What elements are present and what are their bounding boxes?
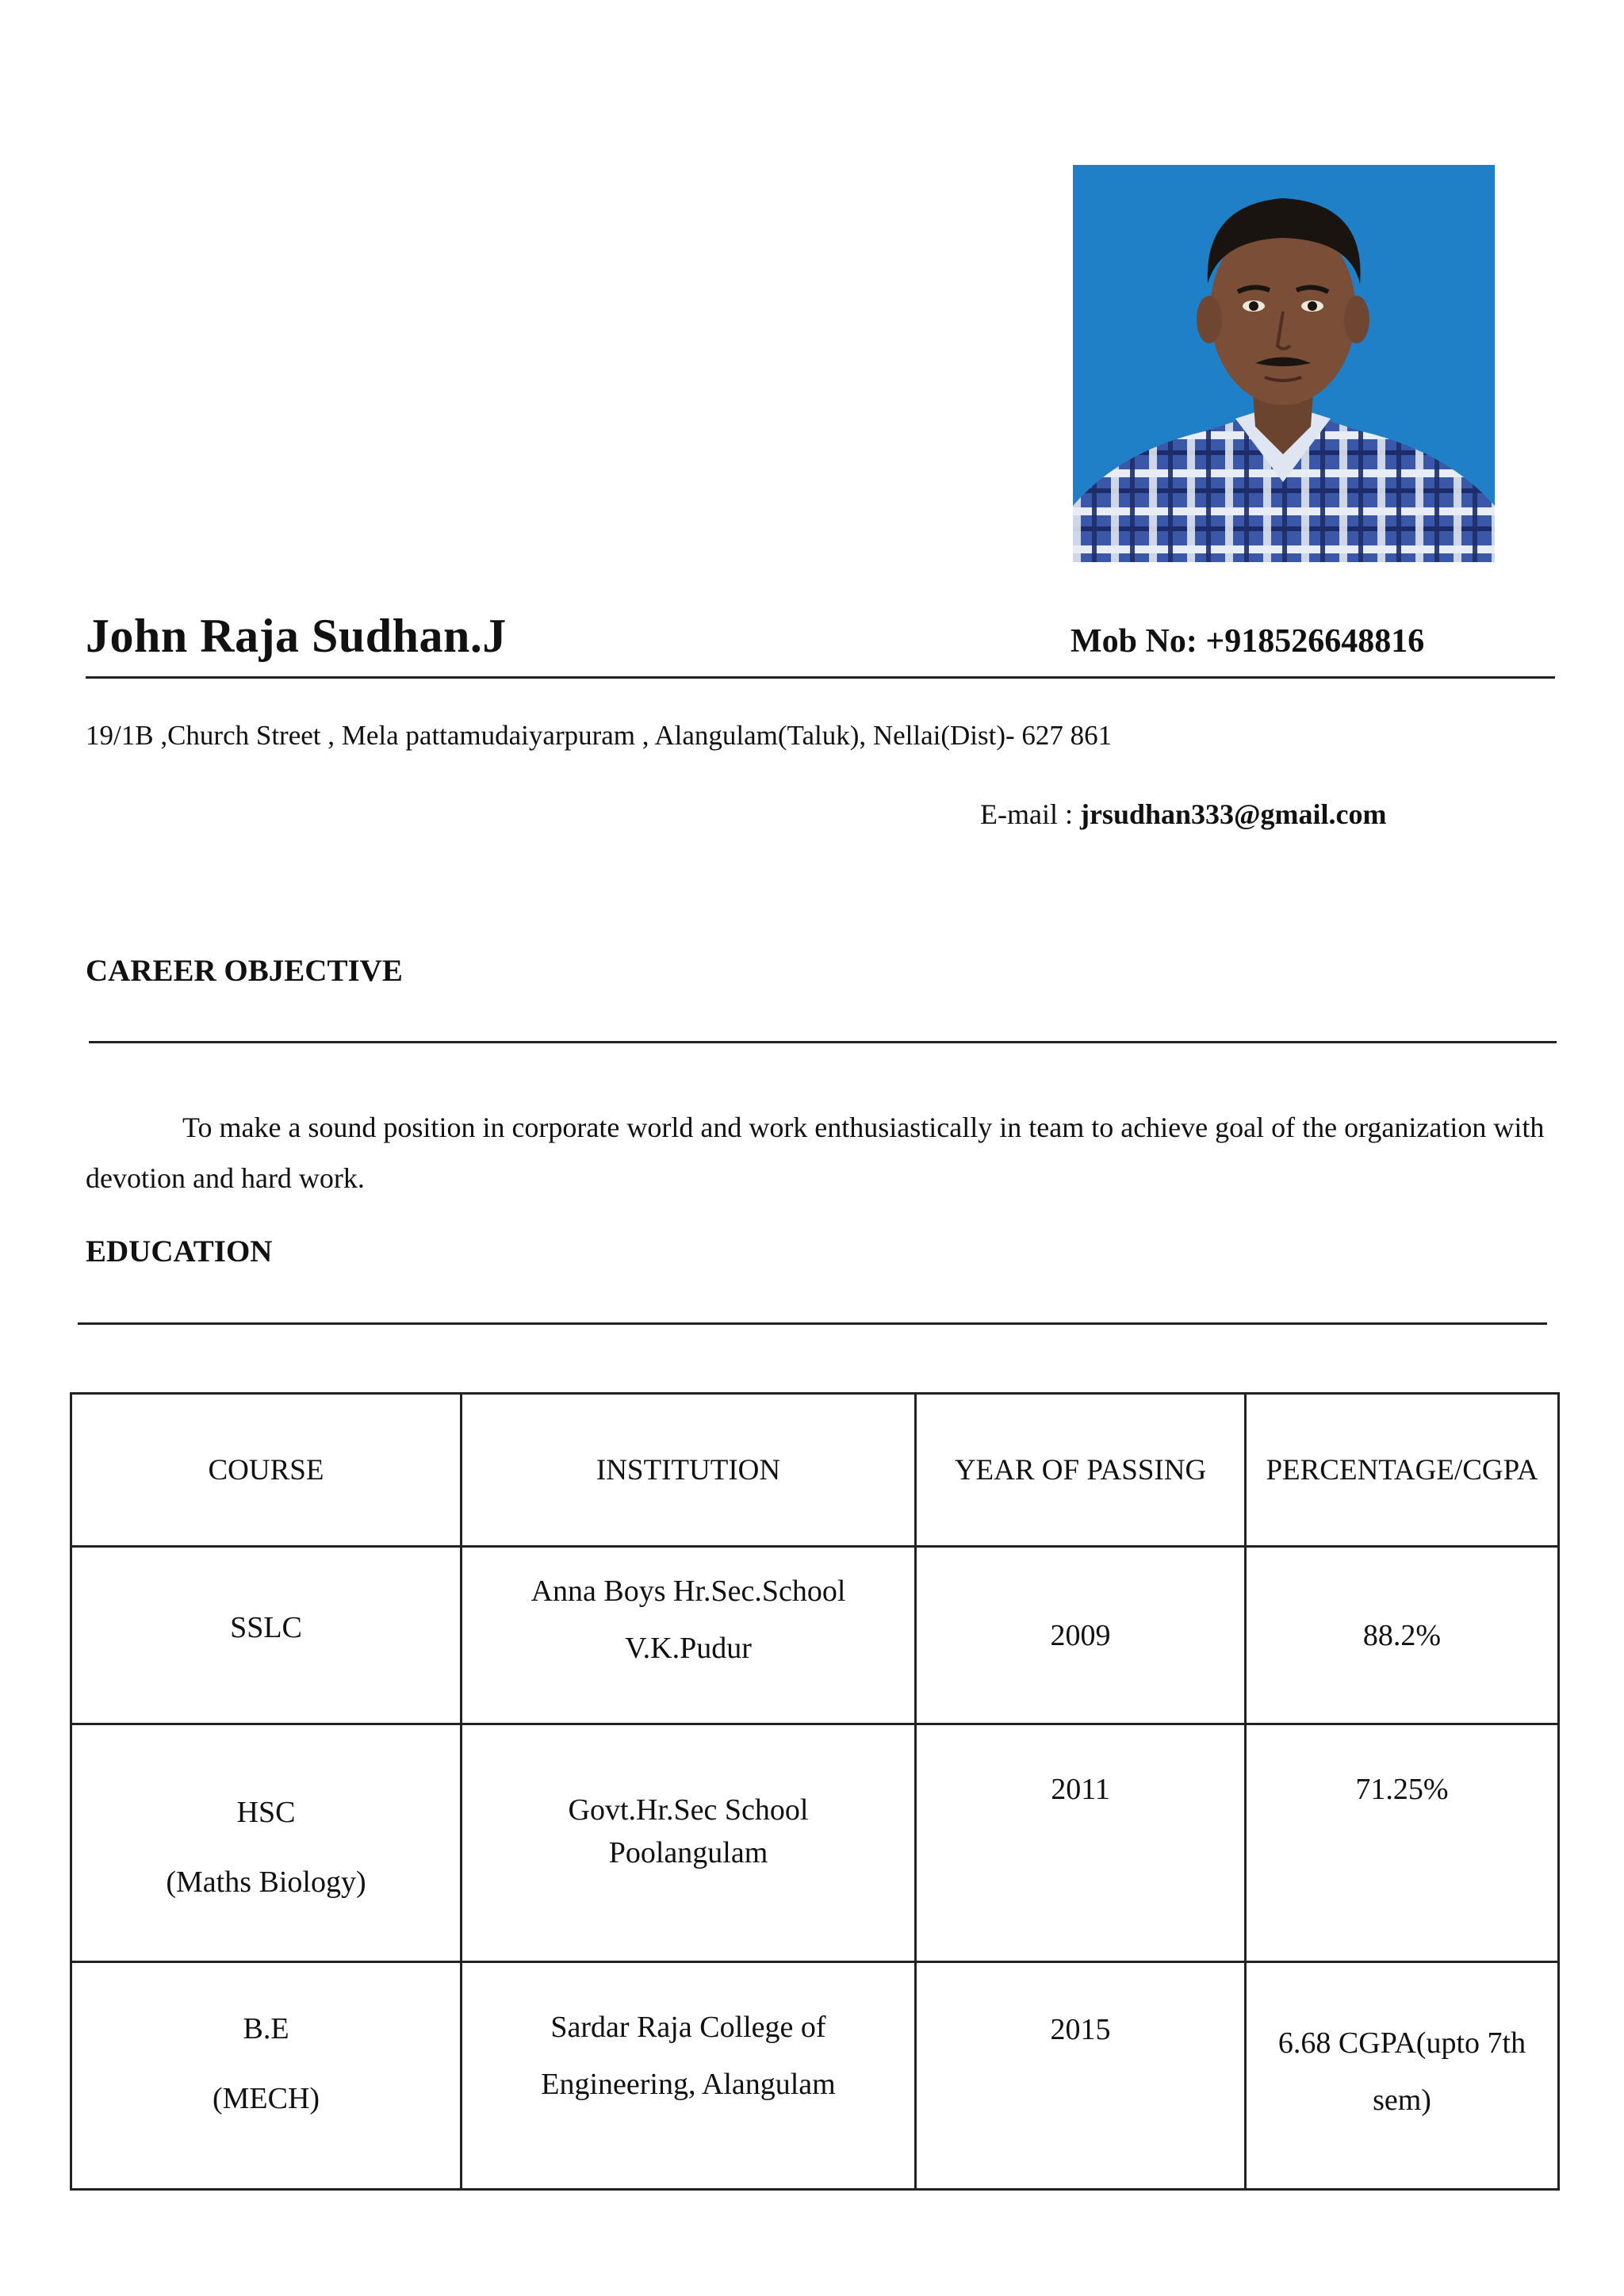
education-table [70,1392,1560,2191]
institution-line: Govt.Hr.Sec School [568,1793,809,1827]
institution-line: V.K.Pudur [625,1631,752,1665]
course-text: SSLC [230,1610,302,1644]
course-cell [71,1724,462,1962]
institution-cell [462,1962,916,2190]
score-text: sem) [1373,2084,1431,2117]
course-subtext: (Maths Biology) [166,1865,366,1899]
header-year: YEAR OF PASSING [916,1394,1246,1547]
year-cell [916,1962,1246,2190]
table-header-row [71,1394,1559,1547]
score-text: 6.68 CGPA(upto 7th [1277,2026,1526,2060]
career-objective-body: To make a sound position in corporate world and work enthusiastically in team to achieve goal of the organization with devotion and hard work. [86,1112,1545,1194]
career-objective-title: CAREER OBJECTIVE [86,954,403,988]
score-cell [1246,1724,1559,1962]
year-cell: 2009 [916,1547,1246,1724]
career-objective-divider [89,1041,1557,1043]
header-institution: INSTITUTION [462,1394,916,1547]
email-address[interactable]: jrsudhan333@gmail.com [1079,798,1387,830]
table-row [71,1962,1559,2190]
institution-cell [462,1547,916,1724]
course-text: HSC [236,1795,296,1829]
course-subtext: (MECH) [212,2082,320,2115]
score-text: 71.25% [1355,1772,1449,1806]
year-text: 2015 [1050,2013,1111,2046]
course-text: B.E [243,2012,289,2045]
year-cell [916,1724,1246,1962]
education-divider [78,1322,1547,1325]
institution-line: Sardar Raja College of [550,2011,826,2044]
email-line [980,798,1386,831]
institution-line: Engineering, Alangulam [541,2068,836,2101]
course-cell [71,1547,462,1724]
education-title: EDUCATION [86,1234,273,1269]
institution-line: Anna Boys Hr.Sec.School [530,1574,846,1608]
score-cell [1246,1547,1559,1724]
table-row [71,1724,1559,1962]
profile-photo [1073,165,1495,562]
email-label: E-mail : [980,798,1080,830]
table-row [71,1547,1559,1724]
header-divider [86,676,1555,679]
score-text: 88.2% [1362,1618,1442,1652]
candidate-name: John Raja Sudhan.J [86,610,507,662]
course-cell [71,1962,462,2190]
address: 19/1B ,Church Street , Mela pattamudaiyarpuram , Alangulam(Taluk), Nellai(Dist)- 627 861 [86,720,1113,751]
header-percentage: PERCENTAGE/CGPA [1246,1394,1559,1547]
career-objective-text [86,1102,1561,1203]
score-cell [1246,1962,1559,2190]
institution-line: Poolangulam [608,1835,768,1869]
header-course: COURSE [71,1394,462,1547]
institution-cell [462,1724,916,1962]
year-text: 2011 [1051,1772,1110,1806]
mobile-number: Mob No: +918526648816 [1071,623,1425,660]
